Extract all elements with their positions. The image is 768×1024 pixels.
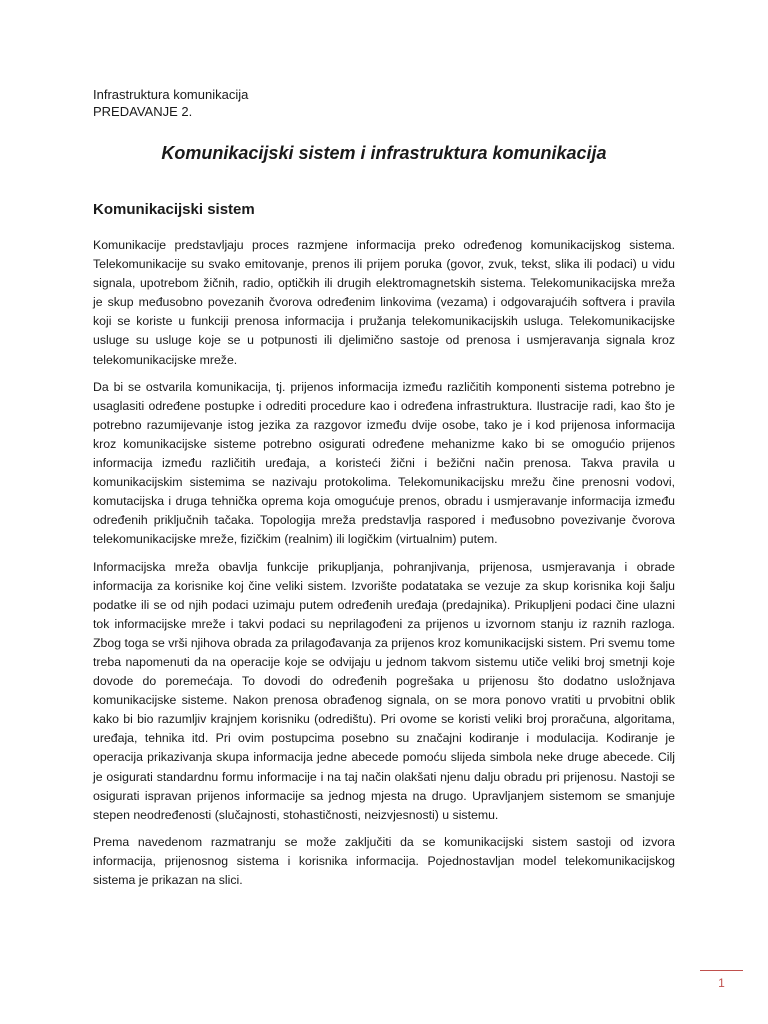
paragraph-1: Komunikacije predstavljaju proces razmjene informacija preko određenog komunikacijskog sistema. Telekomunikacije su svako emitovanje, prenos ili prijem poruka (govor, zvuk, tekst, slika ili podaci) u vidu signala, upotrebom žičnih, radio, optičkih ili drugih elektromagnetskih sistema. Telekomunikacijska mreža je skup međusobno povezanih čvorova određenim linkovima (vezama) i odgovarajućih softvera i pravila koji se koriste u funkciji prenosa informacija i pružanja telekomunikacijskih usluga. Telekomunikacijske usluge su usluge koje se u potpunosti ili djelimično sastoje od prenosa i usmjeravanja signala kroz telekomunikacijske mreže. xyxy=(93,238,675,367)
lecture-label: PREDAVANJE 2. xyxy=(93,104,193,119)
course-name: Infrastruktura komunikacija xyxy=(93,87,249,102)
document-body xyxy=(93,236,675,898)
paragraph-3: Informacijska mreža obavlja funkcije prikupljanja, pohranjivanja, prijenosa, usmjeravanja i obrade informacija za korisnike koj čine veliki sistem. Izvorište podatataka se vezuje za skup korisnika koji šalju podatke ili se od njih podaci uzimaju putem određenih uređaja (predajnika). Prikupljeni podaci čine ulazni tok informacijske mreže i takvi podaci su neprilagođeni za prijenos u izvornom stanju iz raznih razloga. Zbog toga se vrši njihova obrada za prilagođavanja za prijenos kroz komunikacijski sistem. Pri svemu tome treba napomenuti da na operacije koje se odvijaju u jednom takvom sistemu utiče veliki broj smetnji koje dovode do poremećaja. To dovodi do određenih pogrešaka u prijenosu što dodatno usložnjava komunikacijske sisteme. Nakon prenosa obrađenog signala, on se mora ponovo vratiti u prvobitni oblik kako bi bio razumljiv krajnjem korisniku (odredištu). Pri ovome se koristi veliki broj proračuna, algoritama, uređaja, tehnika itd. Pri ovim postupcima posebno su značajni kodiranje i modulacija. Kodiranje je operacija prikazivanja skupa informacija jedne abecede pomoću slijeda simbola neke druge abecede. Cilj je osigurati standardnu formu informacije i na taj način olakšati njenu dalju obradu pri prijenosu. Nastoji se osigurati ispravan prijenos informacije sa jednog mjesta na drugo. Upravljanjem sistemom se smanjuje stepen neodređenosti (slučajnosti, stohastičnosti, neizvjesnosti) u sistemu. xyxy=(93,559,675,822)
page-number: 1 xyxy=(718,976,725,990)
footer-divider xyxy=(700,970,743,971)
paragraph-4: Prema navedenom razmatranju se može zaključiti da se komunikacijski sistem sastoji od izvora informacija, prijenosnog sistema i korisnika informacija. Pojednostavljan model telekomunikacijskog sistema je prikazan na slici. xyxy=(93,834,675,887)
document-header xyxy=(93,86,248,120)
section-heading: Komunikacijski sistem xyxy=(93,201,255,218)
paragraph-2: Da bi se ostvarila komunikacija, tj. prijenos informacija između različitih komponenti sistema potrebno je usaglasiti određene postupke i odrediti procedure kao i određena infrastruktura. Ilustracije radi, kao što je potrebno razumijevanje istog jezika za razgovor između dvije osobe, tako je i kod prijenosa informacija kroz komunikacijske sisteme potrebno osigurati određene mehanizme kako bi se omogućio prijenos informacija između različitih uređaja, a koristeći žični i bežični način prenosa. Takva pravila u komunikacijskim sistemima se nazivaju protokolima. Telekomunikacijsku mrežu čine prenosni vodovi, komutacijska i druga tehnička oprema koja omogućuje prenos, obradu i usmjeravanje informacija između određenih priključnih tačaka. Topologija mreža predstavlja raspored i međusobno povezivanje čvorova telekomunikacijske mreže, fizičkim (realnim) ili logičkim (virtualnim) putem. xyxy=(93,379,675,547)
document-title: Komunikacijski sistem i infrastruktura komunikacija xyxy=(161,143,607,163)
